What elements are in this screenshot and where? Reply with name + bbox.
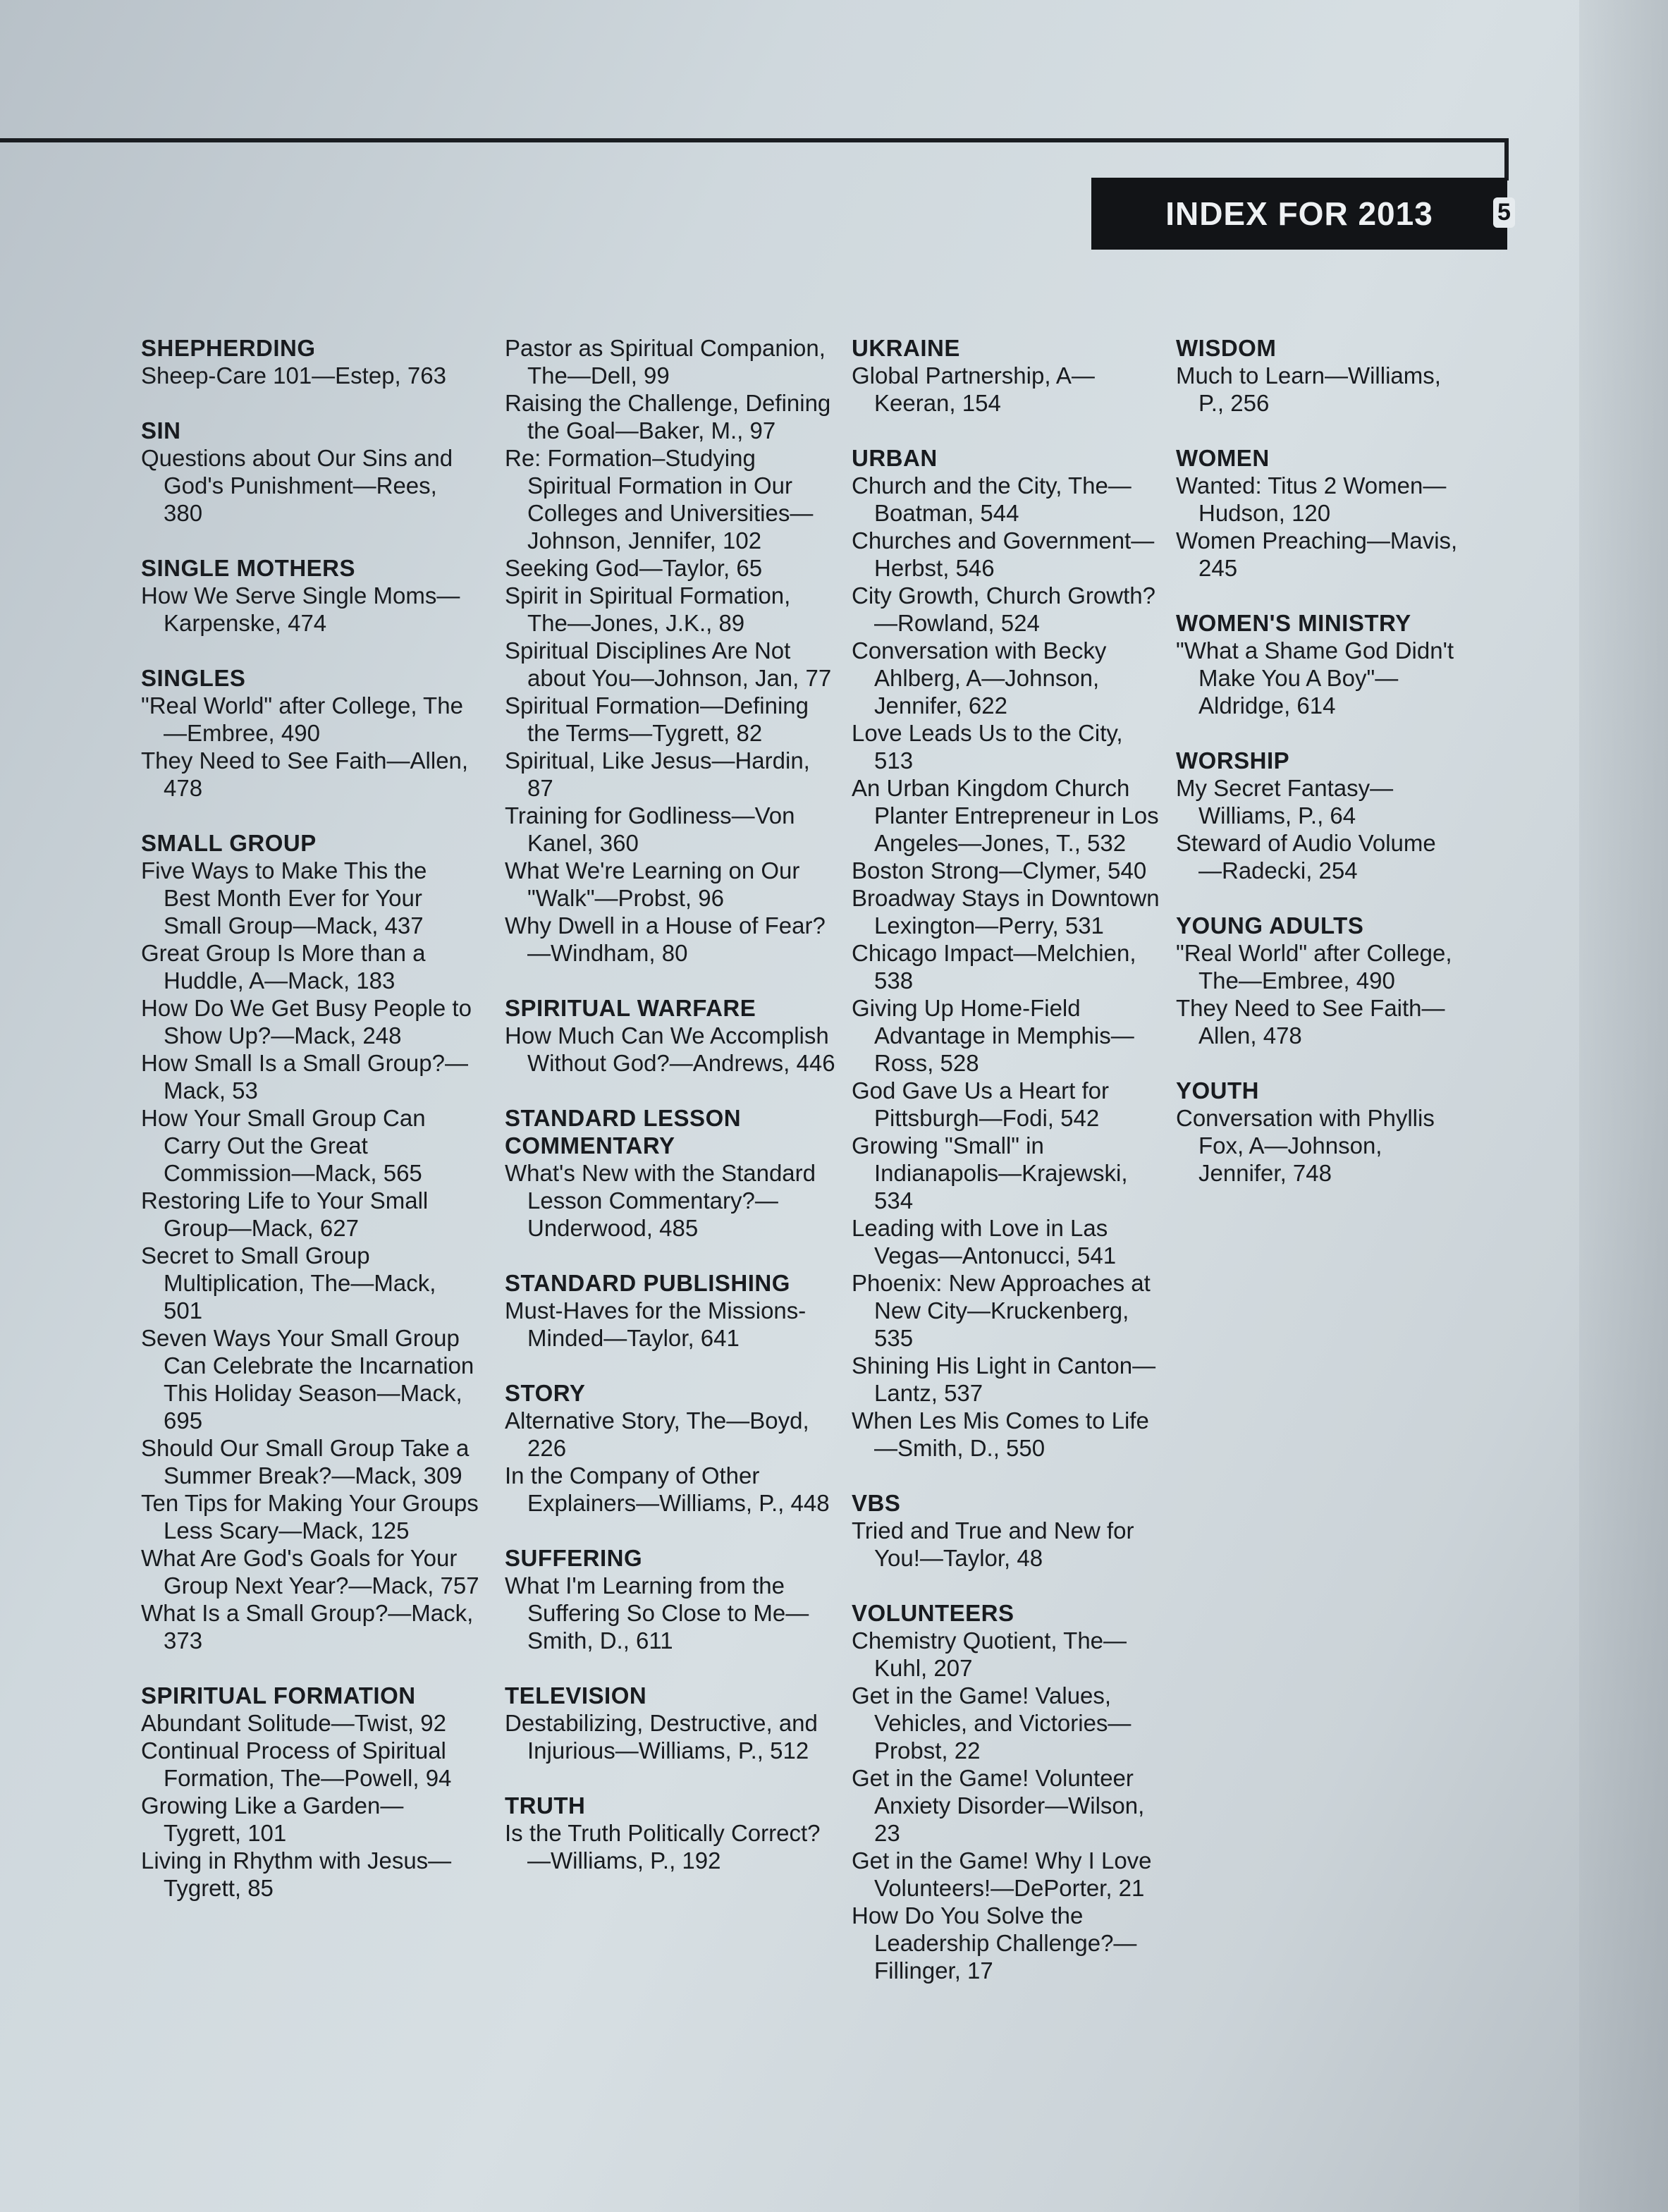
index-entry: Shining His Light in Canton—Lantz, 537 [852,1352,1156,1406]
index-entry: Churches and Government—Herbst, 546 [852,527,1155,581]
header-rule [0,138,1509,142]
index-entry: Giving Up Home-Field Advantage in Memphis—Ross, 528 [852,995,1134,1076]
index-entry: Alternative Story, The—Boyd, 226 [505,1407,809,1461]
section-heading: TRUTH [505,1792,586,1819]
index-entry: They Need to See Faith—Allen, 478 [141,747,469,801]
index-section [852,1599,1162,1984]
index-entry: Chicago Impact—Melchien, 538 [852,940,1136,994]
index-entry: "What a Shame God Didn't Make You A Boy"—Aldridge, 614 [1176,637,1454,719]
index-entry: What's New with the Standard Lesson Commentary?—Underwood, 485 [505,1160,816,1241]
index-entry: What Is a Small Group?—Mack, 373 [141,1600,474,1654]
index-entry: Get in the Game! Values, Vehicles, and Victories—Probst, 22 [852,1682,1132,1764]
index-section [852,444,1162,1462]
index-entry: Ten Tips for Making Your Groups Less Scary—Mack, 125 [141,1490,479,1544]
index-column-3 [852,334,1162,2012]
section-heading: SIN [141,417,181,444]
index-entry: Raising the Challenge, Defining the Goal—Baker, M., 97 [505,390,831,444]
index-entry: Spiritual Formation—Defining the Terms—Tygrett, 82 [505,692,809,746]
index-entry: Spiritual Disciplines Are Not about You—Johnson, Jan, 77 [505,637,832,691]
index-section [141,1682,479,1902]
index-column-1 [141,334,479,1929]
index-entry: Church and the City, The—Boatman, 544 [852,472,1132,526]
index-entry: My Secret Fantasy—Williams, P., 64 [1176,775,1394,829]
index-entry: Boston Strong—Clymer, 540 [852,857,1147,884]
index-entry: Five Ways to Make This the Best Month Ever for Your Small Group—Mack, 437 [141,857,427,939]
index-section [141,417,479,527]
index-section [1176,444,1458,582]
index-entry: What Are God's Goals for Your Group Next Year?—Mack, 757 [141,1545,479,1599]
section-heading: SPIRITUAL FORMATION [141,1682,416,1709]
index-section [1176,747,1458,884]
index-entry: How Your Small Group Can Carry Out the Great Commission—Mack, 565 [141,1105,426,1186]
index-entry: "Real World" after College, The—Embree, 490 [141,692,463,746]
section-heading: VBS [852,1490,901,1516]
index-entry: Phoenix: New Approaches at New City—Kruckenberg, 535 [852,1270,1151,1351]
index-section [141,664,479,802]
index-entry: Love Leads Us to the City, 513 [852,720,1123,774]
section-heading: YOUTH [1176,1077,1259,1104]
section-heading: SINGLE MOTHERS [141,555,356,581]
index-entry: What I'm Learning from the Suffering So Close to Me—Smith, D., 611 [505,1572,809,1654]
index-entry: How We Serve Single Moms—Karpenske, 474 [141,582,460,636]
section-heading: YOUNG ADULTS [1176,912,1364,939]
index-entry: Training for Godliness—Von Kanel, 360 [505,802,795,856]
index-entry: Destabilizing, Destructive, and Injurious—Williams, P., 512 [505,1710,818,1764]
section-heading: SINGLES [141,665,246,691]
index-title-banner [1091,178,1507,250]
page-edge-shadow [1579,0,1668,2212]
index-entry: Seven Ways Your Small Group Can Celebrate the Incarnation This Holiday Season—Mack, 695 [141,1325,474,1434]
index-entry: Conversation with Phyllis Fox, A—Johnson, Jennifer, 748 [1176,1105,1435,1186]
section-heading: UKRAINE [852,335,960,361]
index-section [505,1792,836,1874]
section-heading: SPIRITUAL WARFARE [505,995,756,1021]
section-heading: SUFFERING [505,1545,643,1571]
section-heading: VOLUNTEERS [852,1600,1014,1626]
index-section [852,1489,1162,1572]
index-section [505,1379,836,1517]
section-heading: STORY [505,1380,586,1406]
index-title: INDEX FOR 2013 [1165,195,1433,232]
index-entry: How Small Is a Small Group?—Mack, 53 [141,1050,468,1104]
index-entry: What We're Learning on Our "Walk"—Probst, 96 [505,857,800,911]
index-entry: Tried and True and New for You!—Taylor, 48 [852,1517,1134,1571]
index-entry: Abundant Solitude—Twist, 92 [141,1710,446,1736]
index-entry: Spiritual, Like Jesus—Hardin, 87 [505,747,810,801]
index-entry: Seeking God—Taylor, 65 [505,555,763,581]
index-section [505,334,836,967]
index-entry: Spirit in Spiritual Formation, The—Jones, J.K., 89 [505,582,791,636]
index-section [505,994,836,1077]
index-entry: Secret to Small Group Multiplication, The—Mack, 501 [141,1242,436,1324]
index-entry: When Les Mis Comes to Life—Smith, D., 550 [852,1407,1149,1461]
section-heading: WISDOM [1176,335,1277,361]
index-entry: Continual Process of Spiritual Formation, The—Powell, 94 [141,1737,452,1791]
index-section [505,1682,836,1764]
index-section [1176,609,1458,719]
index-entry: Global Partnership, A—Keeran, 154 [852,362,1095,416]
index-entry: Get in the Game! Volunteer Anxiety Disorder—Wilson, 23 [852,1765,1145,1846]
section-heading: SMALL GROUP [141,830,317,856]
section-heading: SHEPHERDING [141,335,316,361]
section-heading: WORSHIP [1176,747,1290,774]
index-entry: An Urban Kingdom Church Planter Entrepreneur in Los Angeles—Jones, T., 532 [852,775,1159,856]
index-entry: "Real World" after College, The—Embree, 490 [1176,940,1452,994]
index-section [852,334,1162,417]
index-entry: Why Dwell in a House of Fear?—Windham, 80 [505,912,826,966]
index-entry: Sheep-Care 101—Estep, 763 [141,362,446,389]
index-entry: Steward of Audio Volume—Radecki, 254 [1176,830,1436,884]
index-entry: In the Company of Other Explainers—Williams, P., 448 [505,1462,830,1516]
index-section [141,334,479,389]
index-section [141,829,479,1654]
index-section [1176,334,1458,417]
section-heading: TELEVISION [505,1682,647,1709]
index-section [505,1269,836,1352]
index-section [141,554,479,637]
header-rule-end [1504,138,1509,181]
section-heading: WOMEN'S MINISTRY [1176,610,1411,636]
index-entry: Must-Haves for the Missions-Minded—Taylor, 641 [505,1297,807,1351]
index-entry: Broadway Stays in Downtown Lexington—Perry, 531 [852,885,1160,939]
index-entry: Living in Rhythm with Jesus—Tygrett, 85 [141,1847,452,1901]
index-entry: Pastor as Spiritual Companion, The—Dell, 99 [505,335,826,389]
section-heading: STANDARD PUBLISHING [505,1270,790,1296]
index-entry: Chemistry Quotient, The—Kuhl, 207 [852,1627,1127,1681]
section-heading: URBAN [852,445,938,471]
section-heading: WOMEN [1176,445,1270,471]
index-entry: How Do You Solve the Leadership Challenge?—Fillinger, 17 [852,1902,1137,1984]
index-column-4 [1176,334,1458,1214]
index-entry: Conversation with Becky Ahlberg, A—Johnson, Jennifer, 622 [852,637,1107,719]
index-entry: They Need to See Faith—Allen, 478 [1176,995,1445,1049]
page-number: 5 [1493,197,1515,228]
index-entry: Should Our Small Group Take a Summer Break?—Mack, 309 [141,1435,470,1489]
index-entry: Growing "Small" in Indianapolis—Krajewski, 534 [852,1132,1128,1214]
index-entry: Re: Formation–Studying Spiritual Formation in Our Colleges and Universities—Johnson, Jennifer, 102 [505,445,814,554]
index-section [1176,1077,1458,1187]
index-entry: How Do We Get Busy People to Show Up?—Mack, 248 [141,995,472,1049]
index-section [505,1544,836,1654]
index-section [1176,912,1458,1049]
index-entry: Restoring Life to Your Small Group—Mack, 627 [141,1187,429,1241]
index-entry: God Gave Us a Heart for Pittsburgh—Fodi, 542 [852,1077,1109,1131]
index-column-2 [505,334,836,1902]
index-entry: Growing Like a Garden—Tygrett, 101 [141,1792,404,1846]
index-entry: How Much Can We Accomplish Without God?—Andrews, 446 [505,1022,835,1076]
index-section [505,1104,836,1242]
index-entry: Wanted: Titus 2 Women—Hudson, 120 [1176,472,1447,526]
index-entry: Much to Learn—Williams, P., 256 [1176,362,1441,416]
section-heading: STANDARD LESSON COMMENTARY [505,1105,742,1159]
index-entry: Is the Truth Politically Correct?—Williams, P., 192 [505,1820,821,1874]
index-entry: Women Preaching—Mavis, 245 [1176,527,1458,581]
index-entry: Get in the Game! Why I Love Volunteers!—DePorter, 21 [852,1847,1152,1901]
index-entry: Great Group Is More than a Huddle, A—Mack, 183 [141,940,426,994]
index-entry: Questions about Our Sins and God's Punishment—Rees, 380 [141,445,453,526]
index-entry: City Growth, Church Growth?—Rowland, 524 [852,582,1155,636]
index-entry: Leading with Love in Las Vegas—Antonucci, 541 [852,1215,1117,1269]
